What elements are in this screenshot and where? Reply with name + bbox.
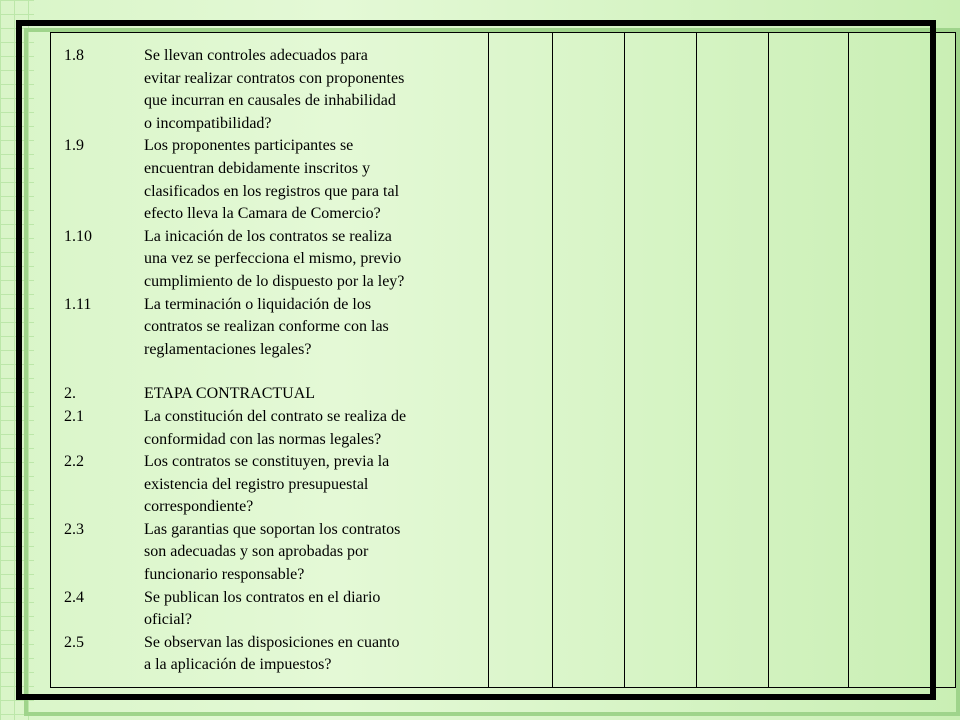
question-number: 2.1: [64, 407, 84, 425]
question-text: Las garantias que soportan los contratos son adecuadas y son aprobadas por funcionario responsable?: [144, 520, 401, 584]
question-number: 1.9: [64, 137, 84, 155]
section-heading-row: [64, 383, 484, 406]
table-column-divider: [552, 32, 553, 688]
question-number: 2.4: [64, 588, 84, 606]
question-number: 2.2: [64, 453, 84, 471]
table-column-divider: [696, 32, 697, 688]
question-row: [64, 632, 484, 677]
section-title: ETAPA CONTRACTUAL: [144, 385, 316, 403]
question-text: La terminación o liquidación de los contratos se realizan conforme con las reglamentaciones legales?: [144, 295, 389, 358]
question-number: 1.10: [64, 227, 92, 245]
table-column-divider: [848, 32, 849, 688]
question-number: 1.8: [64, 47, 84, 64]
question-row: [64, 406, 484, 451]
question-row: [64, 135, 484, 225]
question-number: 2.3: [64, 520, 84, 538]
table-column-divider: [624, 32, 625, 688]
spacer: [64, 361, 484, 383]
checklist-questions: [64, 45, 484, 677]
question-text: La inicación de los contratos se realiza una vez se perfecciona el mismo, previo cumplimiento de lo dispuesto por la ley?: [144, 227, 405, 290]
question-row: [64, 45, 484, 135]
question-number: 1.11: [64, 295, 92, 313]
question-text: Los proponentes participantes se encuentran debidamente inscritos y clasificados en los registros que para tal efecto lleva la Camara de Comercio?: [144, 137, 400, 223]
question-text: Se llevan controles adecuados para evitar realizar contratos con proponentes que incurran en causales de inhabilidad o incompatibilidad?: [144, 47, 405, 132]
question-text: Se publican los contratos en el diario oficial?: [144, 588, 381, 629]
question-text: La constitución del contrato se realiza de conformidad con las normas legales?: [144, 407, 407, 448]
question-row: [64, 587, 484, 632]
question-text: Se observan las disposiciones en cuanto a la aplicación de impuestos?: [144, 633, 400, 674]
question-row: [64, 226, 484, 294]
question-row: [64, 294, 484, 362]
question-number: 2.5: [64, 633, 84, 651]
section-number: 2.: [64, 385, 76, 403]
question-row: [64, 451, 484, 519]
table-column-divider: [768, 32, 769, 688]
table-column-divider: [488, 32, 489, 688]
question-text: Los contratos se constituyen, previa la existencia del registro presupuestal correspondiente?: [144, 453, 390, 516]
question-row: [64, 519, 484, 587]
